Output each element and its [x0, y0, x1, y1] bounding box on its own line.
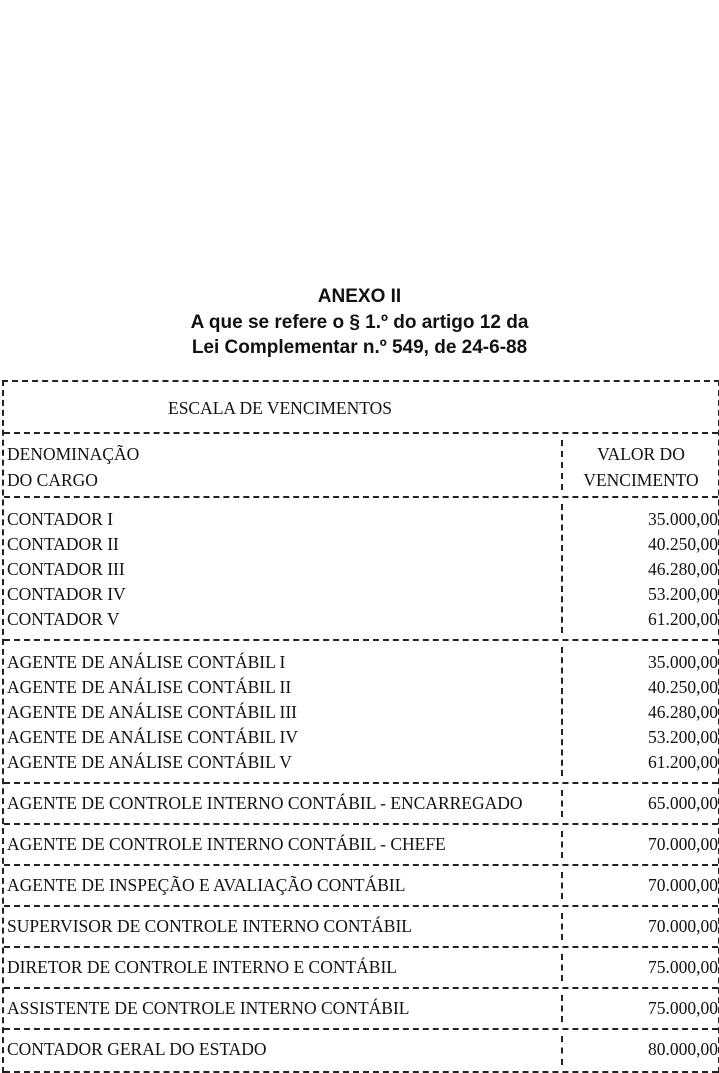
position-name: CONTADOR V [7, 609, 120, 629]
annex-subtitle-line1: A que se refere o § 1.º do artigo 12 da [190, 312, 529, 333]
table-row [4, 873, 718, 898]
table-row [4, 914, 718, 939]
header-value-line2: VENCIMENTO [583, 470, 699, 490]
position-name: AGENTE DE ANÁLISE CONTÁBIL II [7, 677, 292, 697]
position-name: CONTADOR IV [7, 584, 126, 604]
header-value [564, 441, 718, 493]
contador-group [4, 498, 718, 641]
salary-value: 75.000,00 [648, 957, 718, 977]
position-name: AGENTE DE INSPEÇÃO E AVALIAÇÃO CONTÁBIL [7, 875, 406, 895]
position-name: CONTADOR GERAL DO ESTADO [7, 1039, 267, 1059]
single-row-encarregado [4, 784, 718, 825]
table-row [4, 507, 718, 532]
table-row [4, 675, 718, 700]
salary-value: 46.280,00 [648, 559, 718, 579]
single-row-supervisor [4, 907, 718, 948]
header-position [7, 441, 139, 493]
salary-value: 61.200,00 [648, 752, 718, 772]
salary-value: 61.200,00 [648, 609, 718, 629]
header-position-line1: DENOMINAÇÃO [7, 444, 140, 464]
table-row [4, 700, 718, 725]
position-name: CONTADOR II [7, 534, 119, 554]
table-row [4, 750, 718, 775]
position-name: AGENTE DE ANÁLISE CONTÁBIL V [7, 752, 292, 772]
single-row-diretor [4, 948, 718, 989]
table-row [4, 607, 718, 632]
salary-value: 75.000,00 [648, 998, 718, 1018]
position-name: AGENTE DE ANÁLISE CONTÁBIL I [7, 652, 286, 672]
single-row-chefe [4, 825, 718, 866]
table-row [4, 557, 718, 582]
salary-value: 65.000,00 [648, 793, 718, 813]
salary-value: 40.250,00 [648, 677, 718, 697]
salary-value: 53.200,00 [648, 584, 718, 604]
position-name: SUPERVISOR DE CONTROLE INTERNO CONTÁBIL [7, 916, 412, 936]
column-divider [561, 504, 563, 633]
salary-value: 70.000,00 [648, 916, 718, 936]
table-title-row [4, 382, 718, 434]
salary-value: 35.000,00 [648, 509, 718, 529]
salary-value: 70.000,00 [648, 834, 718, 854]
salary-value: 40.250,00 [648, 534, 718, 554]
column-divider [561, 647, 563, 776]
column-divider [561, 440, 563, 490]
table-row [4, 582, 718, 607]
header-value-line1: VALOR DO [597, 444, 685, 464]
single-row-inspecao [4, 866, 718, 907]
table-row [4, 650, 718, 675]
table-header-row [4, 434, 718, 498]
table-row [4, 832, 718, 857]
position-name: DIRETOR DE CONTROLE INTERNO E CONTÁBIL [7, 957, 397, 977]
position-name: AGENTE DE CONTROLE INTERNO CONTÁBIL - ENCARREGADO [7, 793, 523, 813]
table-row [4, 725, 718, 750]
table-row [4, 955, 718, 980]
table-title: ESCALA DE VENCIMENTOS [168, 398, 392, 418]
position-name: AGENTE DE ANÁLISE CONTÁBIL IV [7, 727, 298, 747]
single-row-assistente [4, 989, 718, 1030]
table-row [4, 791, 718, 816]
position-name: CONTADOR I [7, 509, 114, 529]
position-name: AGENTE DE CONTROLE INTERNO CONTÁBIL - CHEFE [7, 834, 446, 854]
salary-value: 53.200,00 [648, 727, 718, 747]
salary-value: 80.000,00 [648, 1039, 718, 1059]
salary-value: 70.000,00 [648, 875, 718, 895]
agente-analise-group [4, 641, 718, 784]
annex-subtitle-line2: Lei Complementar n.º 549, de 24-6-88 [191, 337, 528, 358]
salary-value: 46.280,00 [648, 702, 718, 722]
table-row [4, 532, 718, 557]
header-position-line2: DO CARGO [7, 470, 98, 490]
position-name: AGENTE DE ANÁLISE CONTÁBIL III [7, 702, 297, 722]
table-row [4, 996, 718, 1021]
salary-table [2, 380, 719, 1073]
salary-value: 35.000,00 [648, 652, 718, 672]
position-name: ASSISTENTE DE CONTROLE INTERNO CONTÁBIL [7, 998, 410, 1018]
annex-title: ANEXO II [317, 286, 402, 307]
single-row-contador-geral [4, 1030, 718, 1073]
position-name: CONTADOR III [7, 559, 125, 579]
table-row [4, 1037, 718, 1062]
